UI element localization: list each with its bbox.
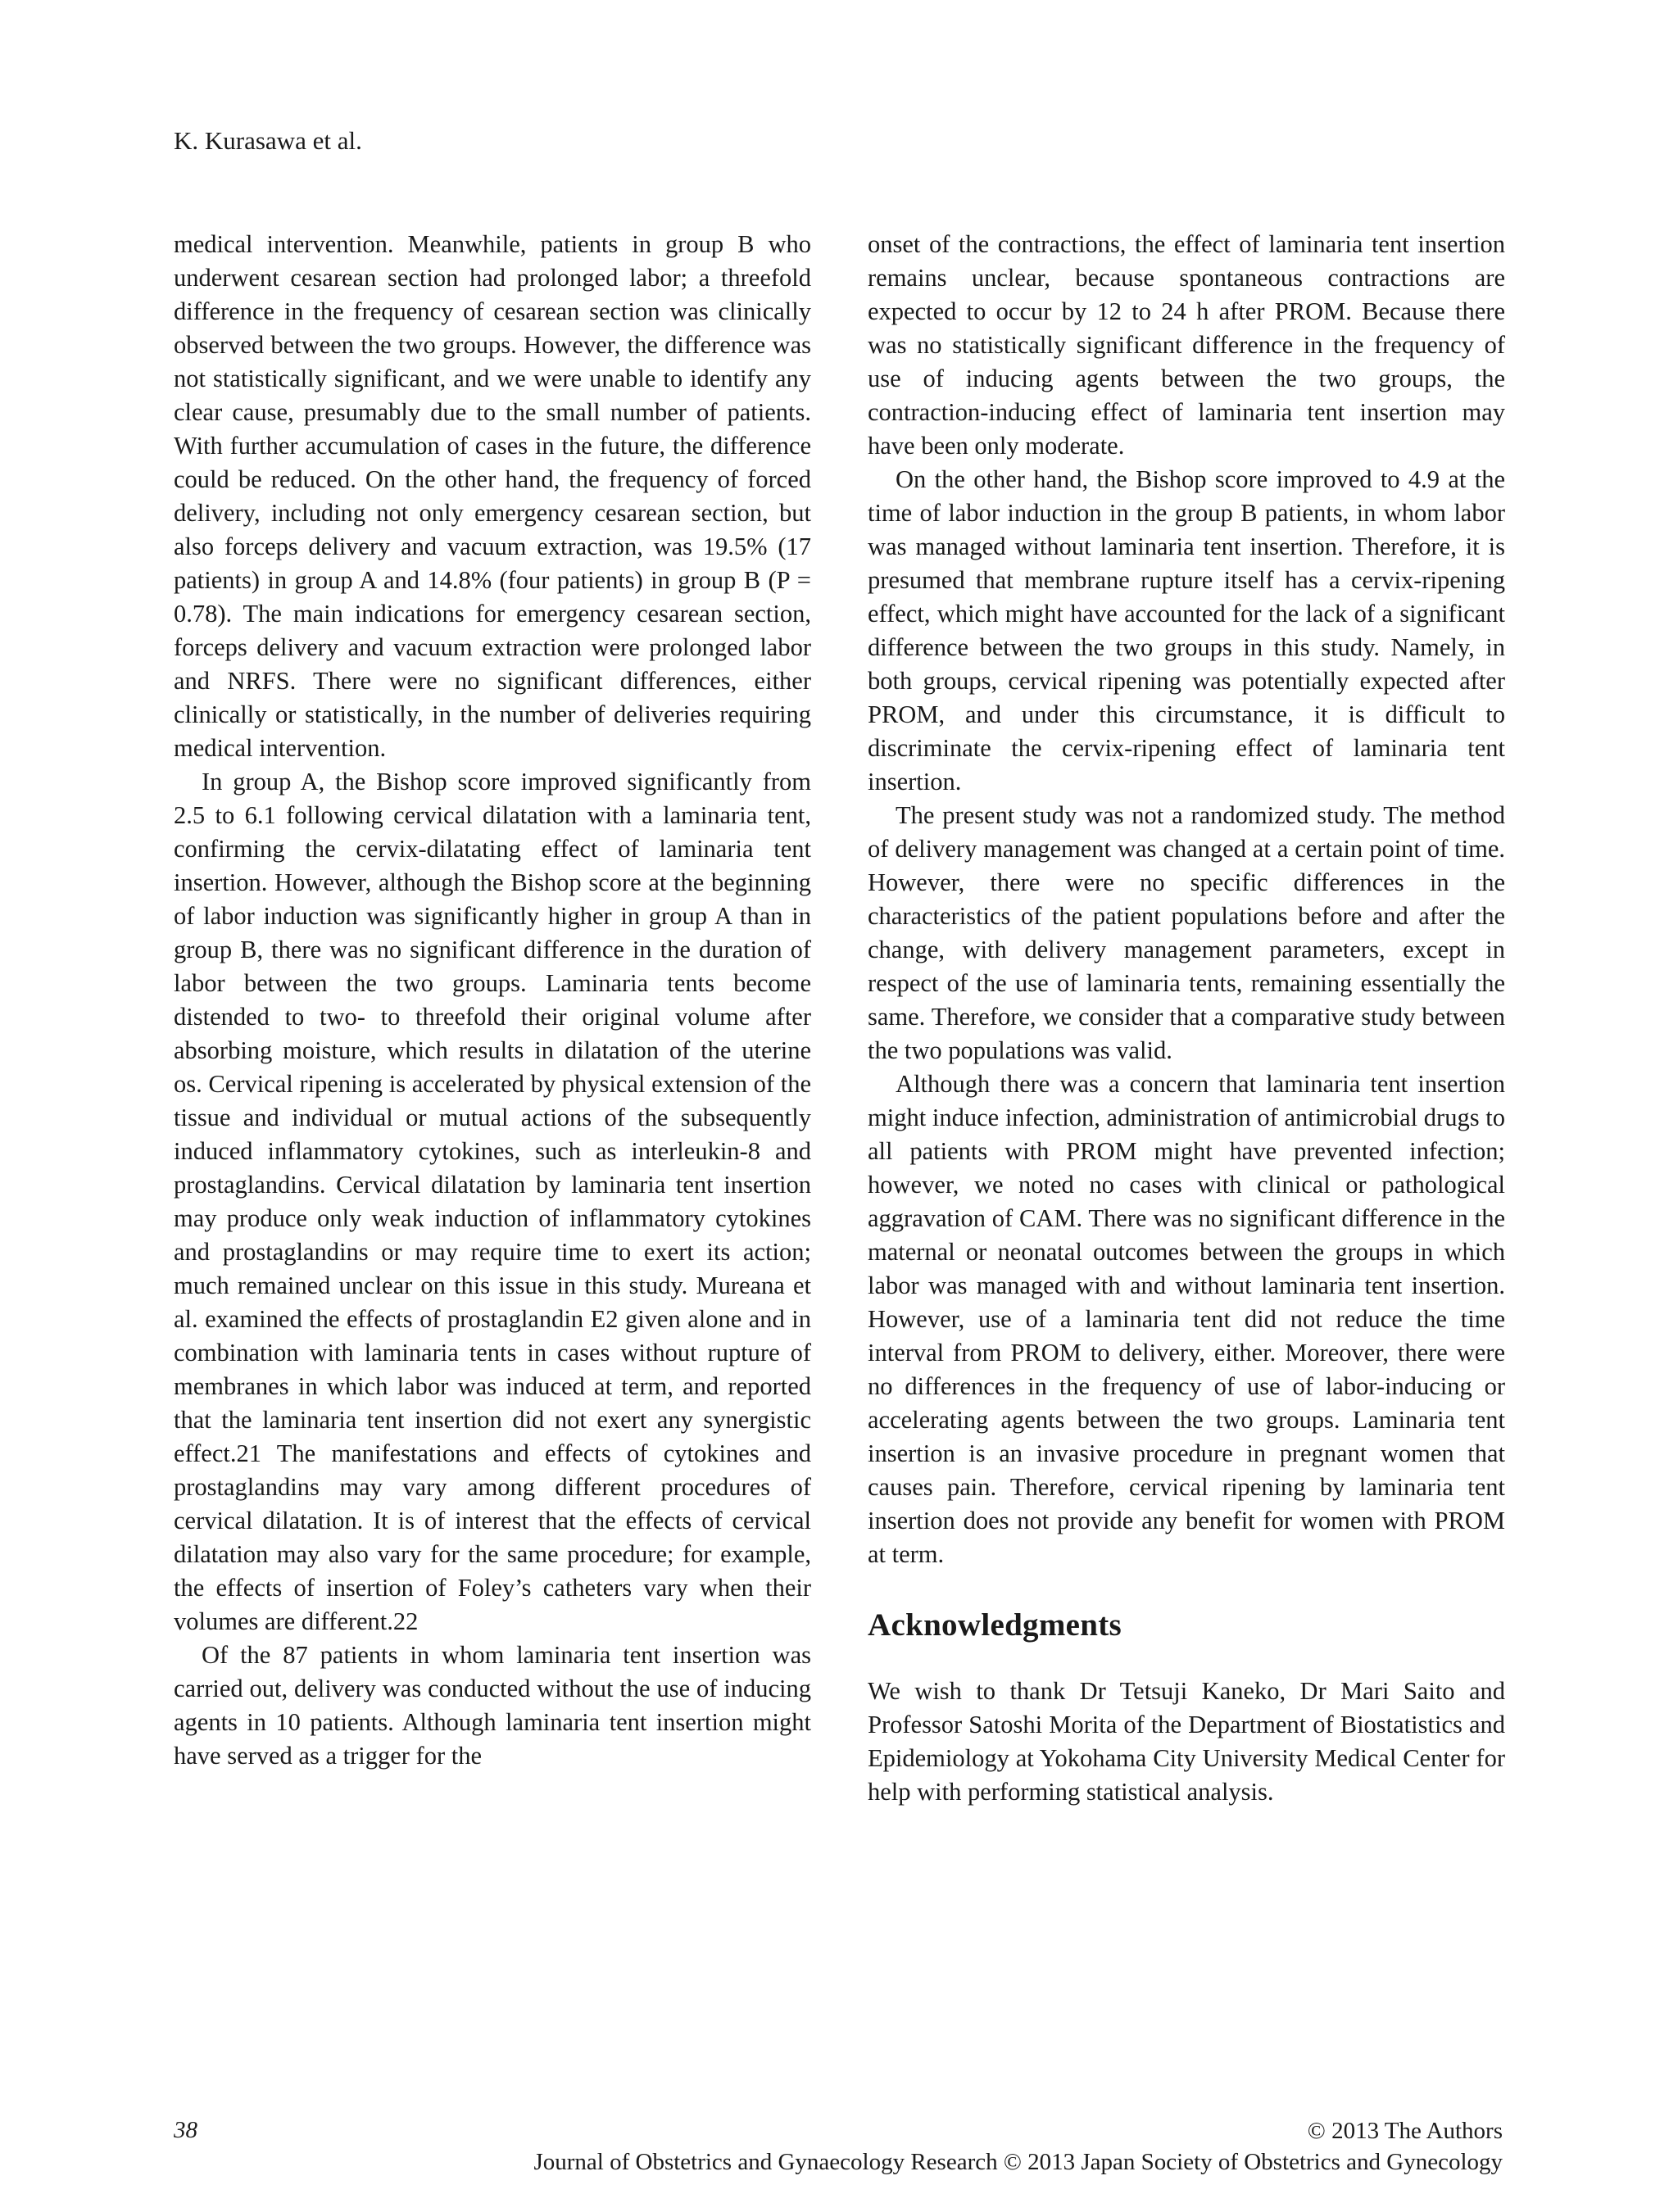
page-number: 38 xyxy=(174,2117,197,2143)
right-paragraph-3: The present study was not a randomized study. The method of delivery management was changed at a certain point of time. However, there were no specific differences in the characteristics of the patient populations before and after the change, with delivery management parameters, except in respect of the use of laminaria tents, remaining essentially the same. Therefore, we consider that a comparative study between the two populations was valid. xyxy=(868,801,1505,1064)
running-head xyxy=(174,125,362,157)
right-paragraph-4: Although there was a concern that laminaria tent insertion might induce infection, administration of antimicrobial drugs to all patients with PROM might have prevented infection; however, we noted no cases with clinical or pathological aggravation of CAM. There was no significant difference in the maternal or neonatal outcomes between the groups in which labor was managed with and without laminaria tent insertion. However, use of a laminaria tent did not reduce the time interval from PROM to delivery, either. Moreover, there were no differences in the frequency of use of labor-inducing or accelerating agents between the two groups. Laminaria tent insertion is an invasive procedure in pregnant women that causes pain. Therefore, cervical ripening by laminaria tent insertion does not provide any benefit for women with PROM at term. xyxy=(868,1070,1505,1568)
left-paragraph-1: medical intervention. Meanwhile, patients in group B who underwent cesarean section had prolonged labor; a threefold difference in the frequency of cesarean section was clinically observed between the two groups. However, the difference was not statistically significant, and we were unable to identify any clear cause, presumably due to the small number of patients. With further accumulation of cases in the future, the difference could be reduced. On the other hand, the frequency of forced delivery, including not only emergency cesarean section, but also forceps delivery and vacuum extraction, was 19.5% (17 patients) in group A and 14.8% (four patients) in group B (P = 0.78). The main indications for emergency cesarean section, forceps delivery and vacuum extraction were prolonged labor and NRFS. There were no significant differences, either clinically or statistically, in the number of deliveries requiring medical intervention. xyxy=(174,230,811,762)
left-paragraph-2: In group A, the Bishop score improved significantly from 2.5 to 6.1 following cervical dilatation with a laminaria tent, confirming the cervix-dilatating effect of laminaria tent insertion. However, although the Bishop score at the beginning of labor induction was significantly higher in group A than in group B, there was no significant difference in the duration of labor between the two groups. Laminaria tents become distended to two- to threefold their original volume after absorbing moisture, which results in dilatation of the uterine os. Cervical ripening is accelerated by physical extension of the tissue and individual or mutual actions of the subsequently induced inflammatory cytokines, such as interleukin-8 and prostaglandins. Cervical dilatation by laminaria tent insertion may produce only weak induction of inflammatory cytokines and prostaglandins or may require time to exert its action; much remained unclear on this issue in this study. Mureana et al. examined the effects of prostaglandin E2 given alone and in combination with laminaria tents in cases without rupture of membranes in which labor was induced at term, and reported that the laminaria tent insertion did not exert any synergistic effect.21 The manifestations and effects of cytokines and prostaglandins may vary among different procedures of cervical dilatation. It is of interest that the effects of cervical dilatation may also vary for the same procedure; for example, the effects of insertion of Foley’s catheters vary when their volumes are different.22 xyxy=(174,768,811,1635)
right-paragraph-1: onset of the contractions, the effect of laminaria tent insertion remains unclear, because spontaneous contractions are expected to occur by 12 to 24 h after PROM. Because there was no statistically significant difference in the frequency of use of inducing agents between the two groups, the contraction-inducing effect of laminaria tent insertion may have been only moderate. xyxy=(868,230,1505,460)
running-head-authors: K. Kurasawa et al. xyxy=(174,126,362,155)
right-column xyxy=(868,228,1505,1809)
acknowledgments-text: We wish to thank Dr Tetsuji Kaneko, Dr Mari Saito and Professor Satoshi Morita of the Department of Biostatistics and Epidemiology at Yokohama City University Medical Center for help with performing statistical analysis. xyxy=(868,1677,1505,1806)
left-column xyxy=(174,228,811,1773)
acknowledgments-heading: Acknowledgments xyxy=(868,1607,1122,1643)
right-paragraph-2: On the other hand, the Bishop score improved to 4.9 at the time of labor induction in the group B patients, in whom labor was managed without laminaria tent insertion. Therefore, it is presumed that membrane rupture itself has a cervix-ripening effect, which might have accounted for the lack of a significant difference between the two groups in this study. Namely, in both groups, cervical ripening was potentially expected after PROM, and under this circumstance, it is difficult to discriminate the cervix-ripening effect of laminaria tent insertion. xyxy=(868,465,1505,796)
footer-copyright-authors: © 2013 The Authors xyxy=(1307,2118,1503,2144)
left-paragraph-3: Of the 87 patients in whom laminaria tent insertion was carried out, delivery was conducted without the use of inducing agents in 10 patients. Although laminaria tent insertion might have served as a trigger for the xyxy=(174,1641,811,1770)
footer-journal-line: Journal of Obstetrics and Gynaecology Research © 2013 Japan Society of Obstetrics and Gynecology xyxy=(533,2149,1503,2175)
footer-copyright xyxy=(533,2115,1503,2178)
